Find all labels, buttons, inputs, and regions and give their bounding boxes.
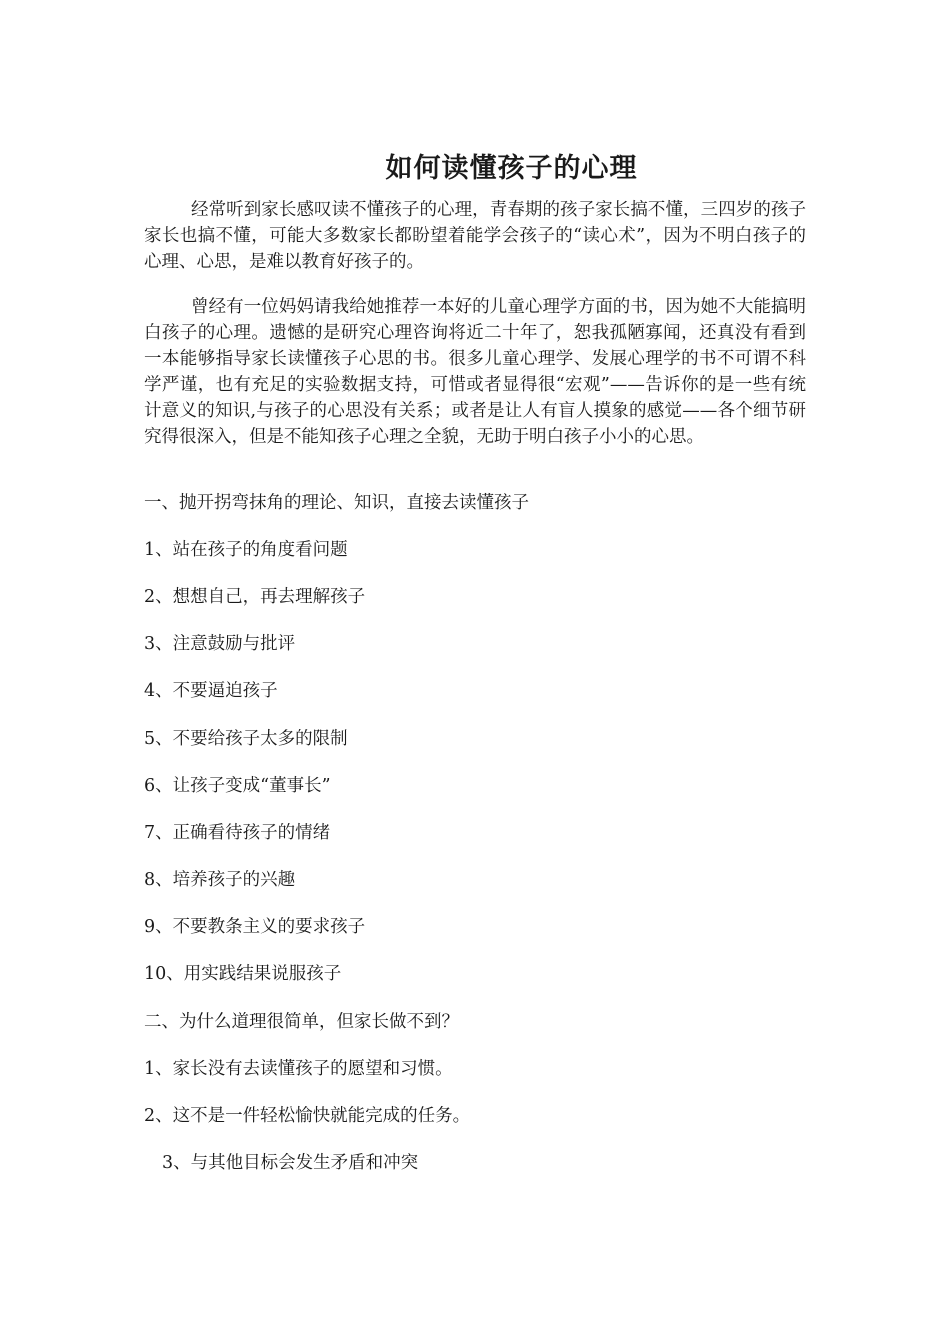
section-2-heading: 二、为什么道理很简单，但家长做不到？ — [144, 1012, 459, 1032]
document-title: 如何读懂孩子的心理 — [385, 153, 638, 185]
section-2-item: 3、与其他目标会发生矛盾和冲突 — [162, 1153, 419, 1173]
section-1-item: 8、培养孩子的兴趣 — [144, 870, 296, 890]
section-1-item: 10、用实践结果说服孩子 — [144, 964, 342, 984]
section-1-heading: 一、抛开拐弯抹角的理论、知识，直接去读懂孩子 — [144, 493, 529, 513]
section-1-item: 9、不要教条主义的要求孩子 — [144, 917, 366, 937]
section-2-item: 1、家长没有去读懂孩子的愿望和习惯。 — [144, 1059, 453, 1079]
section-1-item: 5、不要给孩子太多的限制 — [144, 729, 348, 749]
section-1-item: 7、正确看待孩子的情绪 — [144, 823, 331, 843]
section-1-item: 2、想想自己，再去理解孩子 — [144, 587, 366, 607]
section-1-item: 1、站在孩子的角度看问题 — [144, 540, 348, 560]
section-1-item: 6、让孩子变成“董事长” — [144, 776, 331, 796]
section-2-item: 2、这不是一件轻松愉快就能完成的任务。 — [144, 1106, 471, 1126]
section-1-item: 3、注意鼓励与批评 — [144, 634, 296, 654]
section-1-item: 4、不要逼迫孩子 — [144, 681, 278, 701]
background-paragraph: 曾经有一位妈妈请我给她推荐一本好的儿童心理学方面的书，因为她不大能搞明白孩子的心理。遗憾的是研究心理咨询将近二十年了，恕我孤陋寡闻，还真没有看到一本能够指导家长读懂孩子心思的书。很多儿童心理学、发展心理学的书不可谓不科学严谨，也有充足的实验数据支持，可惜或者显得很“宏观”——告诉你的是一些有统计意义的知识,与孩子的心思没有关系；或者是让人有盲人摸象的感觉——各个细节研究得很深入，但是不能知孩子心理之全貌，无助于明白孩子小小的心思。 — [144, 297, 806, 447]
intro-paragraph: 经常听到家长感叹读不懂孩子的心理，青春期的孩子家长搞不懂，三四岁的孩子家长也搞不懂，可能大多数家长都盼望着能学会孩子的“读心术”，因为不明白孩子的心理、心思，是难以教育好孩子的。 — [144, 200, 806, 272]
